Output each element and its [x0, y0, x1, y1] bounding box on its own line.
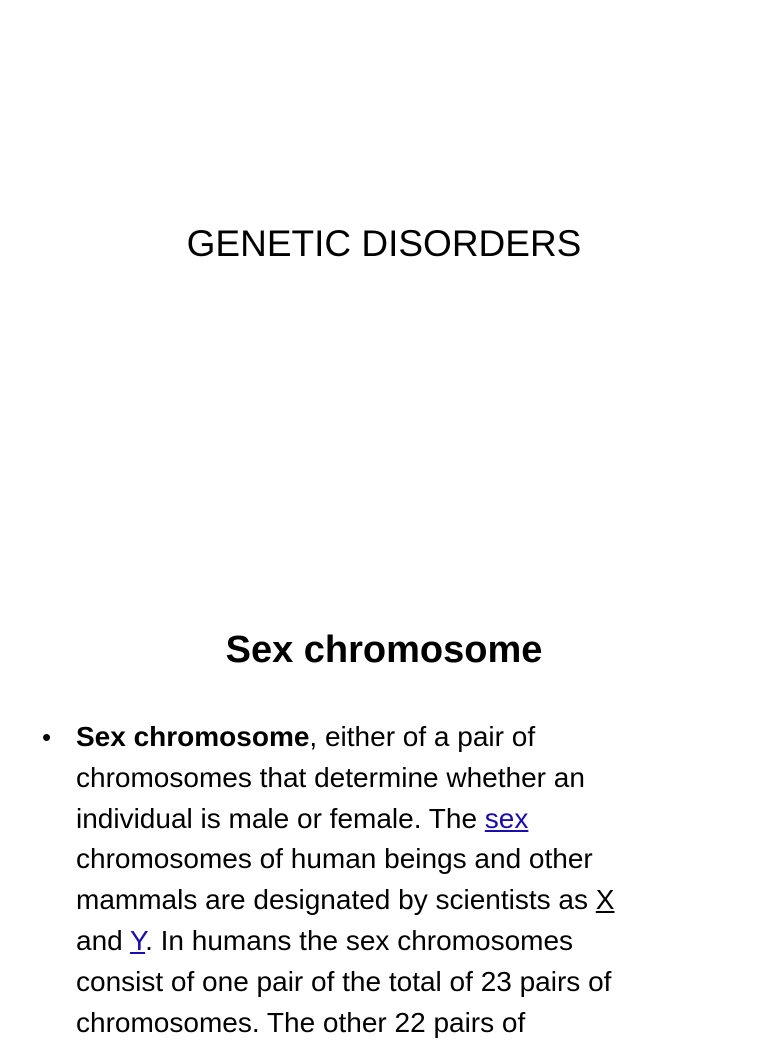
slide-heading: Sex chromosome: [225, 629, 543, 671]
text-fragment: . In humans the sex chromosomes: [145, 924, 574, 956]
text-fragment: mammals are designated by scientists as: [76, 884, 596, 916]
sex-link[interactable]: sex: [484, 802, 529, 834]
text-fragment: individual is male or female. The: [76, 802, 485, 834]
x-link[interactable]: X: [595, 884, 615, 916]
text-fragment: and: [76, 924, 130, 956]
text-line: consist of one pair of the total of 23 pairs of: [76, 965, 612, 997]
slide-title: GENETIC DISORDERS: [186, 223, 582, 264]
text-line: [76, 799, 742, 840]
bold-term: Sex chromosome: [76, 721, 310, 752]
text-line: chromosomes. The other 22 pairs of: [76, 1006, 526, 1038]
y-link[interactable]: Y: [130, 924, 146, 956]
text-fragment: , either of a pair of: [309, 721, 536, 752]
text-line: chromosomes of human beings and other: [76, 843, 593, 875]
bullet-list: [42, 717, 742, 1043]
text-line: [76, 921, 742, 962]
bullet-icon: •: [42, 722, 52, 752]
list-item: [42, 717, 742, 1043]
text-line: [76, 717, 742, 758]
text-line: [76, 880, 742, 921]
text-line: chromosomes that determine whether an: [76, 761, 585, 793]
